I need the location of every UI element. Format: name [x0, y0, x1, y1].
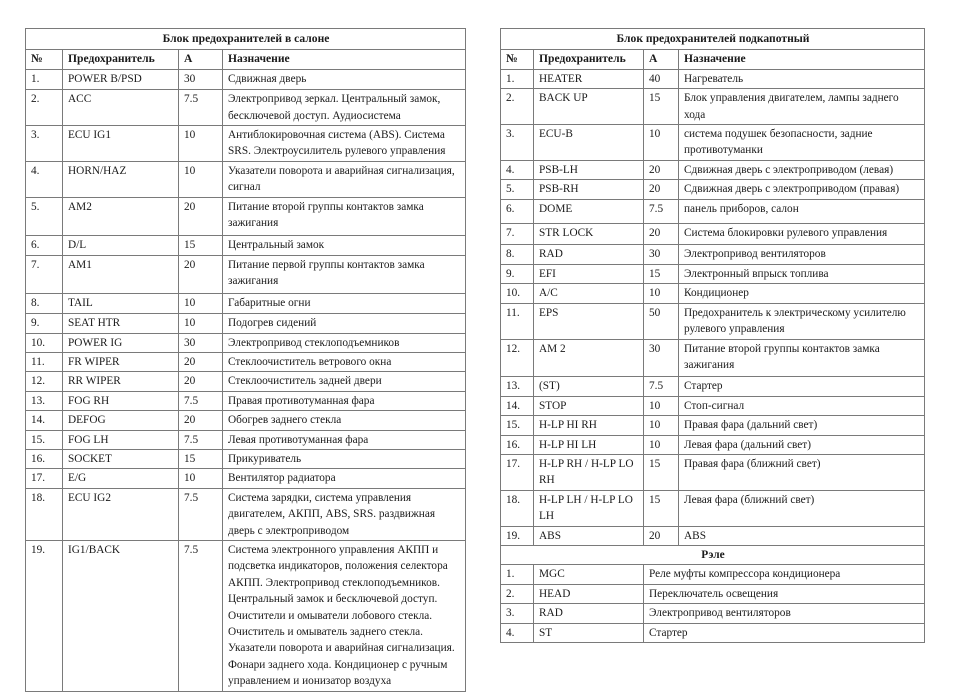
row-number: 6. [26, 236, 63, 255]
fuse-name: SOCKET [63, 449, 179, 468]
row-number: 4. [501, 160, 534, 179]
table-row[interactable] [501, 264, 925, 283]
fuse-description: Правая противотуманная фара [223, 391, 466, 410]
fuse-name: BACK UP [534, 89, 644, 125]
table-row[interactable] [501, 396, 925, 415]
row-number: 16. [501, 435, 534, 454]
table-row[interactable] [26, 69, 466, 89]
row-number: 1. [26, 69, 63, 89]
fuse-amperage: 7.5 [644, 199, 679, 223]
fuse-name: D/L [63, 236, 179, 255]
fuse-name: STR LOCK [534, 224, 644, 245]
table-row[interactable] [501, 303, 925, 339]
table-row[interactable] [501, 435, 925, 454]
table-row[interactable] [26, 90, 466, 126]
fuse-description: Система блокировки рулевого управления [679, 224, 925, 245]
table-row[interactable] [501, 490, 925, 526]
row-number: 19. [501, 526, 534, 545]
fuse-name: POWER IG [63, 333, 179, 352]
fuse-name: H-LP HI LH [534, 435, 644, 454]
fuse-amperage: 10 [179, 126, 223, 162]
table-row[interactable] [26, 372, 466, 391]
fuse-name: A/C [534, 284, 644, 303]
table-row[interactable] [26, 255, 466, 293]
fuse-amperage: 30 [644, 245, 679, 264]
fuse-amperage: 7.5 [179, 488, 223, 540]
fuse-description: Стартер [679, 377, 925, 396]
fuse-name: EPS [534, 303, 644, 339]
fuse-name: POWER B/PSD [63, 69, 179, 89]
table-row[interactable] [26, 449, 466, 468]
table-row[interactable] [501, 284, 925, 303]
fuse-description: Левая противотуманная фара [223, 430, 466, 449]
fuse-description: Центральный замок [223, 236, 466, 255]
row-number: 4. [26, 161, 63, 197]
table-row[interactable] [501, 454, 925, 490]
table-row[interactable] [26, 161, 466, 197]
row-number: 1. [501, 69, 534, 88]
table-row[interactable] [501, 89, 925, 125]
fuse-amperage: 7.5 [644, 377, 679, 396]
relay-title-row [501, 545, 925, 564]
fuse-description: Левая фара (ближний свет) [679, 490, 925, 526]
table-row[interactable] [26, 352, 466, 371]
row-number: 10. [501, 284, 534, 303]
fuse-description: Подогрев сидений [223, 314, 466, 333]
fuse-name: ECU-B [534, 125, 644, 161]
fuse-name: RR WIPER [63, 372, 179, 391]
row-number: 13. [501, 377, 534, 396]
fuse-name: EFI [534, 264, 644, 283]
engine-fuse-table [500, 28, 925, 643]
fuse-amperage: 10 [179, 314, 223, 333]
relay-name: ST [534, 623, 644, 642]
row-number: 18. [26, 488, 63, 540]
fuse-description: Указатели поворота и аварийная сигнализация, сигнал [223, 161, 466, 197]
row-number: 3. [501, 125, 534, 161]
row-number: 3. [26, 126, 63, 162]
fuse-description: Стоп-сигнал [679, 396, 925, 415]
column-header-3: Назначение [223, 50, 466, 69]
fuse-amperage: 20 [179, 411, 223, 430]
relay-description: Реле муфты компрессора кондиционера [644, 565, 925, 584]
relay-name: MGC [534, 565, 644, 584]
table-row[interactable] [26, 391, 466, 410]
table-row[interactable] [501, 224, 925, 245]
fuse-amperage: 20 [644, 224, 679, 245]
row-number: 12. [26, 372, 63, 391]
fuse-name: ACC [63, 90, 179, 126]
table-row[interactable] [501, 526, 925, 545]
row-number: 8. [26, 293, 63, 313]
table-title-row [26, 29, 466, 50]
table-row[interactable] [26, 126, 466, 162]
cabin-fuse-table [25, 28, 466, 692]
row-number: 14. [26, 411, 63, 430]
fuse-description: Стеклоочиститель задней двери [223, 372, 466, 391]
fuse-name: HEATER [534, 69, 644, 88]
fuse-amperage: 20 [179, 197, 223, 236]
fuse-description: система подушек безопасности, задние противотуманки [679, 125, 925, 161]
fuse-name: ECU IG1 [63, 126, 179, 162]
row-number: 2. [26, 90, 63, 126]
fuse-amperage: 30 [179, 333, 223, 352]
fuse-description: Сдвижная дверь с электроприводом (правая) [679, 180, 925, 199]
fuse-name: AM1 [63, 255, 179, 293]
table-row[interactable] [501, 377, 925, 396]
row-number: 11. [501, 303, 534, 339]
fuse-amperage: 20 [644, 160, 679, 179]
fuse-description: Предохранитель к электрическому усилителю рулевого управления [679, 303, 925, 339]
relay-number: 4. [501, 623, 534, 642]
fuse-amperage: 15 [644, 89, 679, 125]
column-header-3: Назначение [679, 50, 925, 69]
fuse-amperage: 10 [179, 161, 223, 197]
relay-row[interactable] [501, 565, 925, 584]
row-number: 6. [501, 199, 534, 223]
row-number: 9. [501, 264, 534, 283]
fuse-description: Система электронного управления АКПП и подсветка индикаторов, положения селектора АКПП. Электропривод стеклоподъемников. Центральный замок и бесключевой доступ. Очистители и омыватели лобового стекла. Очиститель и омыватель заднего стекла. Указатели поворота и аварийная сигнализация. Фонари заднего хода. Кондиционер с ручным управлением и ионизатор воздуха [223, 540, 466, 691]
table-row[interactable] [501, 416, 925, 435]
fuse-description: Левая фара (дальний свет) [679, 435, 925, 454]
fuse-amperage: 10 [179, 469, 223, 488]
table-row[interactable] [501, 199, 925, 223]
table-row[interactable] [501, 160, 925, 179]
fuse-description: Сдвижная дверь с электроприводом (левая) [679, 160, 925, 179]
column-header-2: A [179, 50, 223, 69]
fuse-description: Питание второй группы контактов замка зажигания [679, 339, 925, 377]
table-row[interactable] [26, 411, 466, 430]
column-header-0: № [26, 50, 63, 69]
fuse-amperage: 15 [644, 264, 679, 283]
fuse-name: H-LP RH / H-LP LO RH [534, 454, 644, 490]
fuse-name: H-LP HI RH [534, 416, 644, 435]
fuse-description: Стеклоочиститель ветрового окна [223, 352, 466, 371]
fuse-amperage: 15 [644, 490, 679, 526]
fuse-description: Кондиционер [679, 284, 925, 303]
fuse-description: Блок управления двигателем, лампы заднего хода [679, 89, 925, 125]
fuse-description: Нагреватель [679, 69, 925, 88]
fuse-name: SEAT HTR [63, 314, 179, 333]
row-number: 17. [501, 454, 534, 490]
relay-description: Переключатель освещения [644, 584, 925, 603]
relay-number: 3. [501, 604, 534, 623]
relay-name: RAD [534, 604, 644, 623]
fuse-description: Электропривод вентиляторов [679, 245, 925, 264]
fuse-description: Питание первой группы контактов замка зажигания [223, 255, 466, 293]
fuse-name: FR WIPER [63, 352, 179, 371]
fuse-name: STOP [534, 396, 644, 415]
fuse-description: Сдвижная дверь [223, 69, 466, 89]
relay-description: Стартер [644, 623, 925, 642]
fuse-name: HORN/HAZ [63, 161, 179, 197]
fuse-description: Система зарядки, система управления двигателем, АКПП, ABS, SRS. раздвижная дверь с электроприводом [223, 488, 466, 540]
relay-row[interactable] [501, 623, 925, 642]
fuse-amperage: 30 [644, 339, 679, 377]
relay-number: 1. [501, 565, 534, 584]
table-row[interactable] [26, 488, 466, 540]
fuse-amperage: 20 [179, 255, 223, 293]
fuse-name: IG1/BACK [63, 540, 179, 691]
table-row[interactable] [26, 293, 466, 313]
fuse-name: AM2 [63, 197, 179, 236]
fuse-amperage: 10 [644, 284, 679, 303]
fuse-amperage: 20 [179, 352, 223, 371]
fuse-description: Обогрев заднего стекла [223, 411, 466, 430]
fuse-description: Правая фара (дальний свет) [679, 416, 925, 435]
fuse-description: Питание второй группы контактов замка зажигания [223, 197, 466, 236]
table-row[interactable] [501, 339, 925, 377]
table-row[interactable] [26, 314, 466, 333]
fuse-amperage: 10 [644, 396, 679, 415]
fuse-amperage: 20 [644, 180, 679, 199]
fuse-amperage: 40 [644, 69, 679, 88]
relay-description: Электропривод вентиляторов [644, 604, 925, 623]
row-number: 7. [501, 224, 534, 245]
fuse-name: DOME [534, 199, 644, 223]
fuse-amperage: 7.5 [179, 430, 223, 449]
fuse-amperage: 50 [644, 303, 679, 339]
fuse-name: FOG LH [63, 430, 179, 449]
relay-name: HEAD [534, 584, 644, 603]
fuse-amperage: 10 [179, 293, 223, 313]
fuse-name: DEFOG [63, 411, 179, 430]
fuse-description: Вентилятор радиатора [223, 469, 466, 488]
fuse-name: ABS [534, 526, 644, 545]
fuse-description: панель приборов, салон [679, 199, 925, 223]
fuse-name: PSB-RH [534, 180, 644, 199]
row-number: 14. [501, 396, 534, 415]
table-row[interactable] [26, 430, 466, 449]
table-row[interactable] [26, 540, 466, 691]
row-number: 19. [26, 540, 63, 691]
column-header-1: Предохранитель [63, 50, 179, 69]
fuse-description: Правая фара (ближний свет) [679, 454, 925, 490]
fuse-amperage: 20 [179, 372, 223, 391]
row-number: 5. [26, 197, 63, 236]
table-row[interactable] [501, 180, 925, 199]
table-title-row [501, 29, 925, 50]
table-row[interactable] [26, 333, 466, 352]
fuse-amperage: 7.5 [179, 540, 223, 691]
row-number: 17. [26, 469, 63, 488]
fuse-description: Электронный впрыск топлива [679, 264, 925, 283]
relay-row[interactable] [501, 604, 925, 623]
fuse-name: FOG RH [63, 391, 179, 410]
column-header-0: № [501, 50, 534, 69]
fuse-name: PSB-LH [534, 160, 644, 179]
fuse-description: ABS [679, 526, 925, 545]
row-number: 18. [501, 490, 534, 526]
row-number: 15. [26, 430, 63, 449]
row-number: 5. [501, 180, 534, 199]
fuse-amperage: 15 [644, 454, 679, 490]
fuse-name: H-LP LH / H-LP LO LH [534, 490, 644, 526]
column-header-row [501, 50, 925, 69]
table-row[interactable] [26, 197, 466, 236]
table-row[interactable] [501, 125, 925, 161]
column-header-1: Предохранитель [534, 50, 644, 69]
relay-number: 2. [501, 584, 534, 603]
fuse-amperage: 15 [179, 236, 223, 255]
row-number: 7. [26, 255, 63, 293]
row-number: 15. [501, 416, 534, 435]
fuse-amperage: 30 [179, 69, 223, 89]
table-title: Блок предохранителей подкапотный [501, 29, 925, 50]
row-number: 2. [501, 89, 534, 125]
row-number: 11. [26, 352, 63, 371]
column-header-2: A [644, 50, 679, 69]
fuse-name: E/G [63, 469, 179, 488]
fuse-description: Антиблокировочная система (ABS). Система SRS. Электроусилитель рулевого управления [223, 126, 466, 162]
row-number: 10. [26, 333, 63, 352]
column-header-row [26, 50, 466, 69]
fuse-amperage: 15 [179, 449, 223, 468]
fuse-description: Электропривод зеркал. Центральный замок, бесключевой доступ. Аудиосистема [223, 90, 466, 126]
fuse-name: AM 2 [534, 339, 644, 377]
row-number: 8. [501, 245, 534, 264]
fuse-amperage: 20 [644, 526, 679, 545]
fuse-name: (ST) [534, 377, 644, 396]
fuse-name: ECU IG2 [63, 488, 179, 540]
table-title: Блок предохранителей в салоне [26, 29, 466, 50]
row-number: 13. [26, 391, 63, 410]
table-row[interactable] [26, 469, 466, 488]
relay-table-title: Рэле [501, 545, 925, 564]
table-row[interactable] [501, 245, 925, 264]
fuse-amperage: 7.5 [179, 391, 223, 410]
relay-row[interactable] [501, 584, 925, 603]
fuse-amperage: 10 [644, 435, 679, 454]
row-number: 16. [26, 449, 63, 468]
fuse-amperage: 10 [644, 416, 679, 435]
row-number: 9. [26, 314, 63, 333]
fuse-name: RAD [534, 245, 644, 264]
table-row[interactable] [26, 236, 466, 255]
fuse-description: Габаритные огни [223, 293, 466, 313]
table-row[interactable] [501, 69, 925, 88]
fuse-description: Прикуриватель [223, 449, 466, 468]
fuse-description: Электропривод стеклоподъемников [223, 333, 466, 352]
fuse-amperage: 10 [644, 125, 679, 161]
row-number: 12. [501, 339, 534, 377]
fuse-name: TAIL [63, 293, 179, 313]
fuse-amperage: 7.5 [179, 90, 223, 126]
